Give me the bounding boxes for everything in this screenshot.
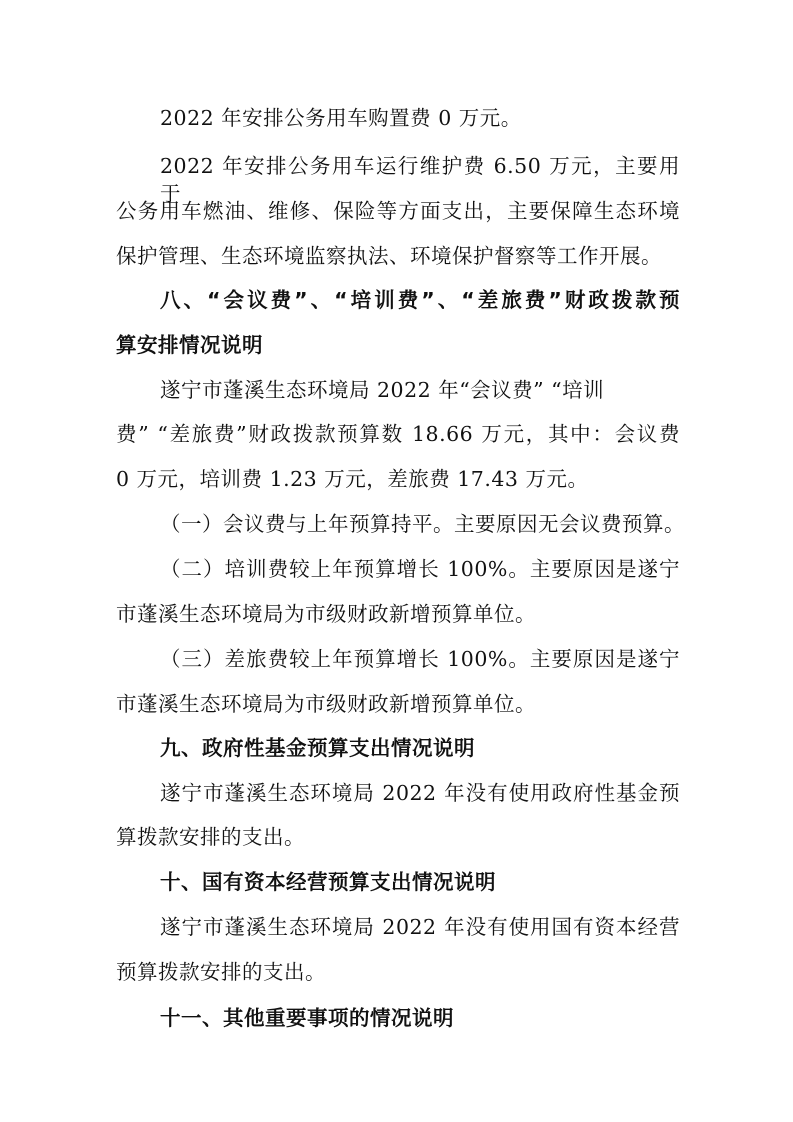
paragraph-three-fees-line1: 遂宁市蓬溪生态环境局 2022 年“会议费” “培训	[160, 378, 605, 402]
paragraph-government-fund-line1: 遂宁市蓬溪生态环境局 2022 年没有使用政府性基金预	[160, 781, 680, 805]
paragraph-vehicle-maintenance-line1: 2022 年安排公务用车运行维护费 6.50 万元，主要用于	[160, 154, 680, 206]
paragraph-government-fund-line2: 算拨款安排的支出。	[116, 825, 305, 849]
paragraph-state-capital-line2: 预算拨款安排的支出。	[116, 960, 326, 984]
paragraph-vehicle-purchase: 2022 年安排公务用车购置费 0 万元。	[160, 106, 522, 130]
heading-section-8-line1: 八、“会议费”、“培训费”、“差旅费”财政拨款预	[160, 288, 680, 312]
paragraph-vehicle-maintenance-line3: 保护管理、生态环境监察执法、环境保护督察等工作开展。	[116, 244, 662, 268]
paragraph-three-fees-line3: 0 万元，培训费 1.23 万元，差旅费 17.43 万元。	[116, 467, 589, 491]
item-training-fee-line2: 市蓬溪生态环境局为市级财政新增预算单位。	[116, 602, 536, 626]
item-travel-fee-line2: 市蓬溪生态环境局为市级财政新增预算单位。	[116, 692, 536, 716]
paragraph-vehicle-maintenance-line2: 公务用车燃油、维修、保险等方面支出，主要保障生态环境	[116, 199, 680, 223]
item-meeting-fee: （一）会议费与上年预算持平。主要原因无会议费预算。	[160, 512, 685, 536]
heading-section-9: 九、政府性基金预算支出情况说明	[160, 736, 475, 760]
item-training-fee-line1: （二）培训费较上年预算增长 100%。主要原因是遂宁	[160, 557, 680, 581]
paragraph-state-capital-line1: 遂宁市蓬溪生态环境局 2022 年没有使用国有资本经营	[160, 915, 680, 939]
item-travel-fee-line1: （三）差旅费较上年预算增长 100%。主要原因是遂宁	[160, 647, 680, 671]
heading-section-8-line2: 算安排情况说明	[116, 333, 263, 357]
heading-section-11: 十一、其他重要事项的情况说明	[160, 1006, 454, 1030]
heading-section-10: 十、国有资本经营预算支出情况说明	[160, 870, 496, 894]
paragraph-three-fees-line2: 费” “差旅费”财政拨款预算数 18.66 万元，其中：会议费	[116, 422, 680, 446]
